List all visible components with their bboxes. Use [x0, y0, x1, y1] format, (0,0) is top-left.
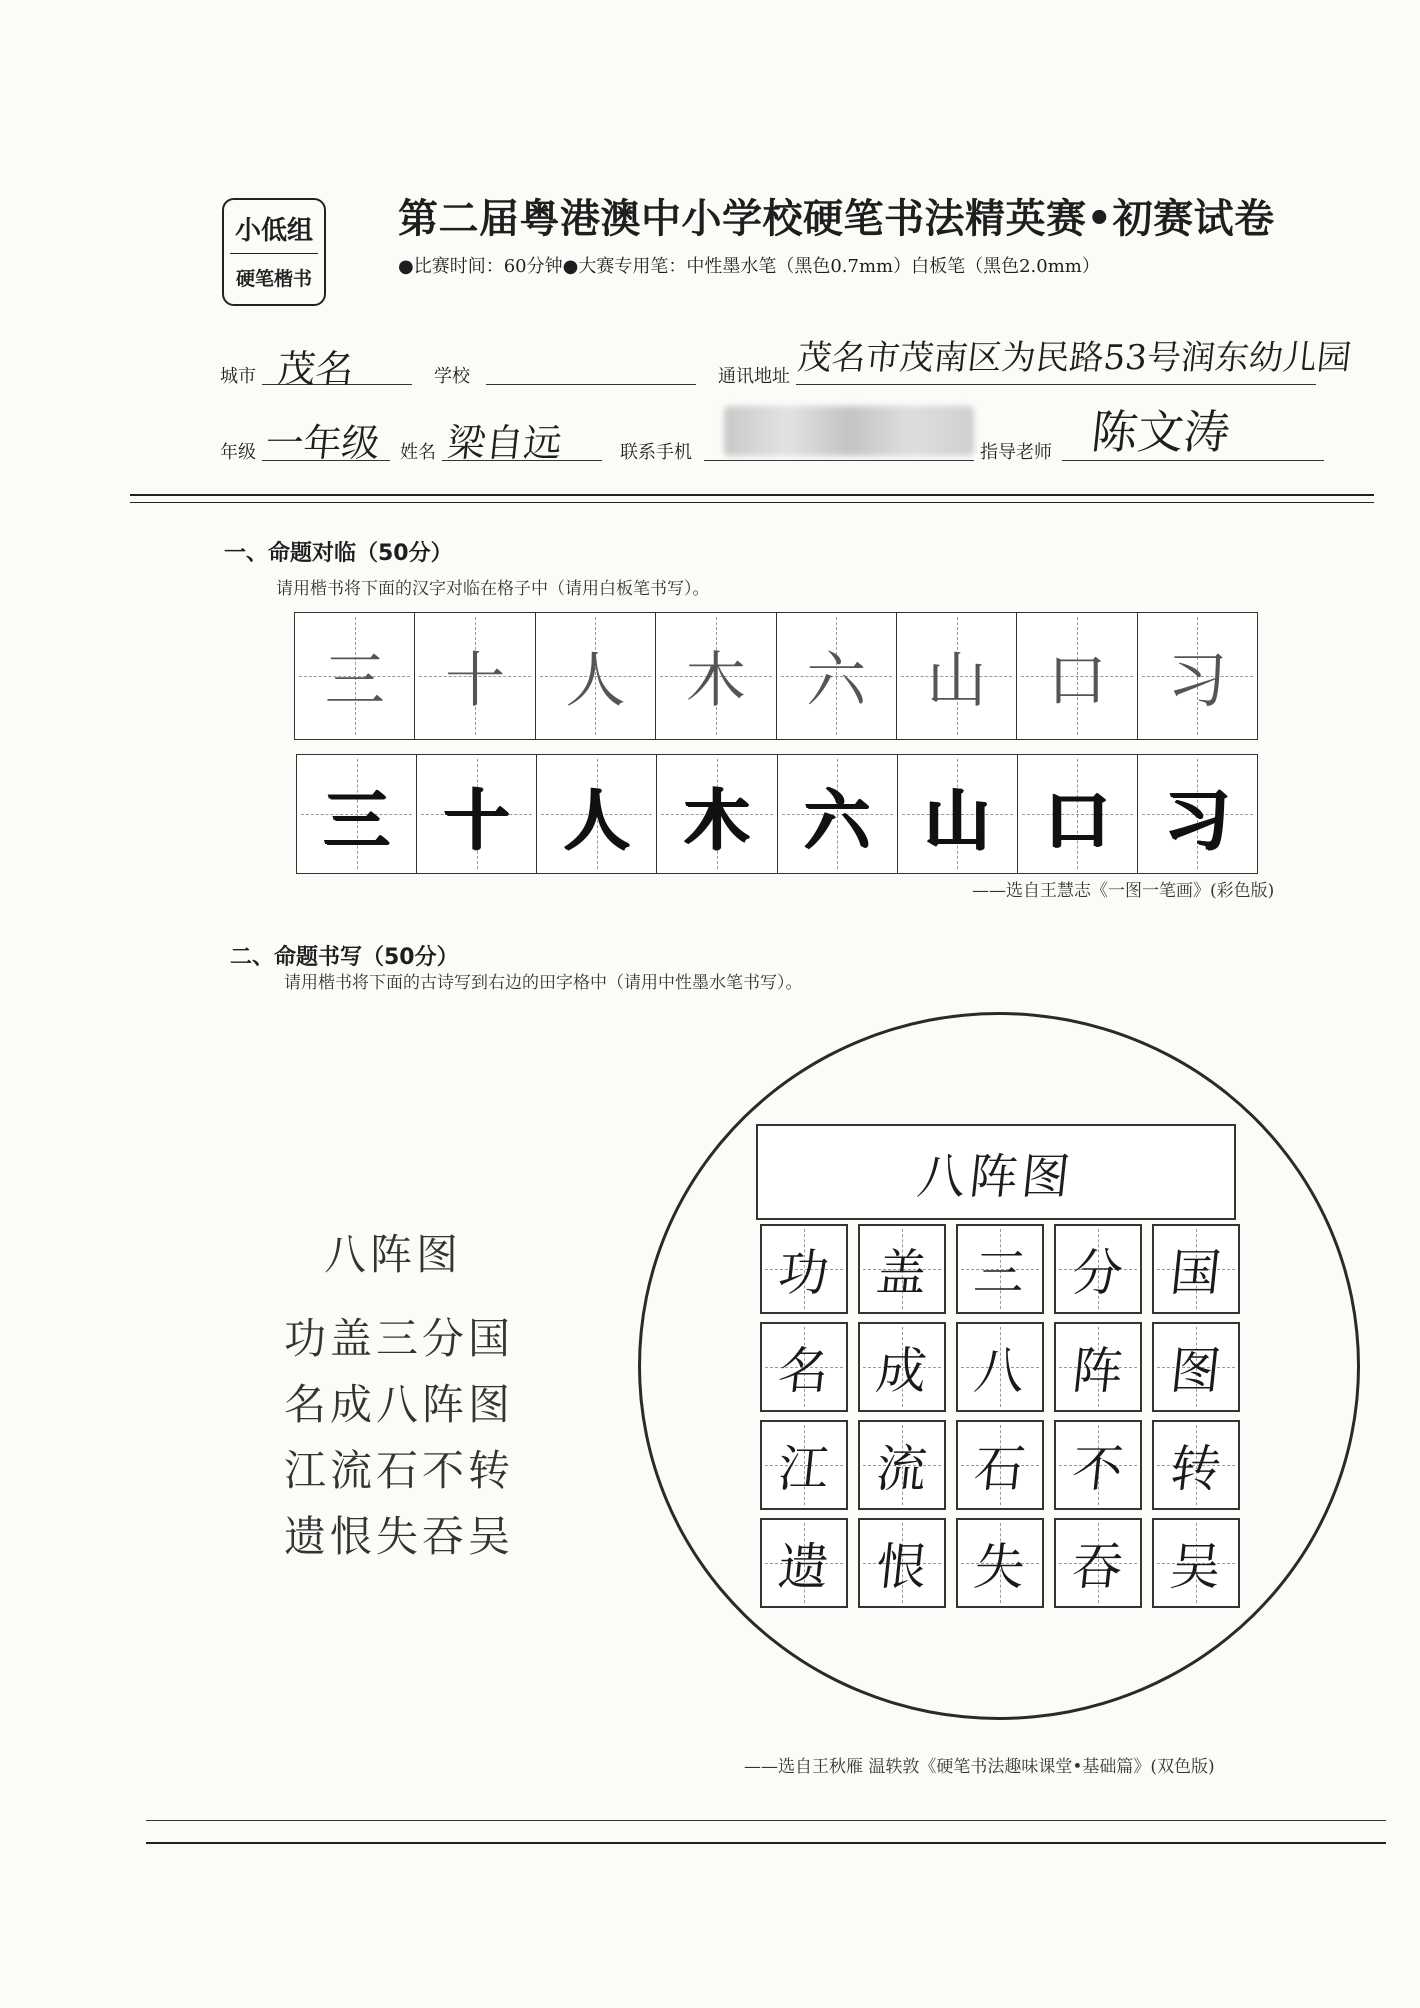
paper-title: 第二届粤港澳中小学校硬笔书法精英赛•初赛试卷 — [398, 196, 1275, 242]
written-char: 三 — [323, 781, 390, 859]
model-char: 人 — [565, 646, 626, 716]
header-rule-top — [130, 494, 1374, 496]
grid-cell[interactable] — [1054, 1224, 1142, 1314]
written-char: 习 — [1164, 781, 1231, 859]
address-label: 通讯地址 — [718, 366, 790, 387]
grid-cell[interactable] — [858, 1322, 946, 1412]
grid-cell[interactable] — [1054, 1322, 1142, 1412]
grid-cell[interactable] — [760, 1518, 848, 1608]
grid-char: 遗 — [775, 1538, 832, 1596]
grid-char: 阵 — [1069, 1342, 1126, 1400]
paper-subtitle: ●比赛时间：60分钟●大赛专用笔：中性墨水笔（黑色0.7mm）白板笔（黑色2.0mm） — [398, 256, 1100, 277]
grid-cell[interactable] — [760, 1224, 848, 1314]
address-line — [796, 384, 1316, 385]
city-label: 城市 — [220, 366, 256, 387]
city-value[interactable]: 茂名 — [275, 347, 356, 391]
poem-line: 名成八阵图 — [284, 1380, 515, 1429]
practice-cell[interactable] — [898, 755, 1018, 873]
grid-char: 吞 — [1069, 1538, 1126, 1596]
practice-cell[interactable] — [537, 755, 657, 873]
grade-label: 年级 — [220, 442, 256, 463]
grid-cell[interactable] — [760, 1322, 848, 1412]
section2-note: 请用楷书将下面的古诗写到右边的田字格中（请用中性墨水笔书写）。 — [284, 973, 803, 993]
section1-note: 请用楷书将下面的汉字对临在格子中（请用白板笔书写）。 — [276, 579, 710, 599]
name-label: 姓名 — [400, 442, 436, 463]
grid-cell[interactable] — [1152, 1420, 1240, 1510]
grid-char: 图 — [1167, 1342, 1224, 1400]
model-char: 山 — [926, 646, 987, 716]
practice-char-row — [296, 754, 1258, 874]
section1-credit: ——选自王慧志《一图一笔画》(彩色版) — [972, 881, 1275, 901]
model-cell — [1017, 613, 1137, 739]
written-title-box[interactable] — [756, 1124, 1236, 1220]
grid-cell[interactable] — [1152, 1224, 1240, 1314]
model-cell — [1138, 613, 1257, 739]
grid-char: 吴 — [1167, 1538, 1224, 1596]
grid-cell[interactable] — [956, 1420, 1044, 1510]
written-char: 六 — [804, 781, 871, 859]
grid-char: 流 — [873, 1440, 930, 1498]
written-char: 人 — [563, 781, 630, 859]
model-char: 习 — [1167, 646, 1228, 716]
grade-value[interactable]: 一年级 — [263, 421, 382, 465]
model-char: 六 — [806, 646, 867, 716]
grid-char: 分 — [1069, 1244, 1126, 1302]
footer-rule-bottom — [146, 1842, 1386, 1844]
grid-char: 失 — [971, 1538, 1028, 1596]
teacher-value[interactable]: 陈文涛 — [1088, 405, 1233, 459]
section1-title: 一、命题对临（50分） — [224, 541, 453, 566]
grid-cell[interactable] — [1054, 1420, 1142, 1510]
section2-title: 二、命题书写（50分） — [230, 945, 459, 970]
grid-char: 八 — [971, 1342, 1028, 1400]
grid-cell[interactable] — [1054, 1518, 1142, 1608]
practice-cell[interactable] — [1138, 755, 1257, 873]
teacher-label: 指导老师 — [980, 442, 1052, 463]
badge-group-label: 小低组 — [230, 200, 318, 254]
model-char: 十 — [445, 646, 506, 716]
grid-char: 功 — [775, 1244, 832, 1302]
grid-char: 国 — [1167, 1244, 1224, 1302]
model-char-row — [294, 612, 1258, 740]
model-cell — [897, 613, 1017, 739]
grid-char: 转 — [1167, 1440, 1224, 1498]
grid-char: 恨 — [873, 1538, 930, 1596]
grid-char: 江 — [775, 1440, 832, 1498]
practice-cell[interactable] — [417, 755, 537, 873]
grid-cell[interactable] — [1152, 1322, 1240, 1412]
written-char: 山 — [924, 781, 991, 859]
phone-line — [704, 460, 974, 461]
grid-char: 石 — [971, 1440, 1028, 1498]
model-cell — [777, 613, 897, 739]
grid-cell[interactable] — [858, 1420, 946, 1510]
poem-line: 遗恨失吞吴 — [284, 1512, 515, 1561]
written-char: 木 — [683, 781, 750, 859]
model-char: 三 — [324, 646, 385, 716]
header-rule-bottom — [130, 502, 1374, 503]
grid-cell[interactable] — [858, 1224, 946, 1314]
grid-char: 盖 — [873, 1244, 930, 1302]
written-char: 十 — [443, 781, 510, 859]
model-cell — [415, 613, 535, 739]
grid-char: 名 — [775, 1342, 832, 1400]
grid-char: 不 — [1069, 1440, 1126, 1498]
practice-cell[interactable] — [1018, 755, 1138, 873]
practice-cell[interactable] — [778, 755, 898, 873]
address-value[interactable]: 茂名市茂南区为民路53号润东幼儿园 — [795, 338, 1353, 378]
poem-title: 八阵图 — [324, 1230, 463, 1279]
model-char: 木 — [685, 646, 746, 716]
model-cell — [295, 613, 415, 739]
group-badge — [222, 198, 326, 306]
writing-grid — [760, 1224, 1240, 1608]
section2-credit: ——选自王秋雁 温轶敦《硬笔书法趣味课堂•基础篇》(双色版) — [744, 1757, 1215, 1777]
phone-value-redacted[interactable] — [724, 406, 974, 456]
name-value[interactable]: 梁自远 — [445, 421, 564, 465]
footer-rule-top — [146, 1820, 1386, 1821]
grid-cell[interactable] — [760, 1420, 848, 1510]
grid-char: 成 — [873, 1342, 930, 1400]
model-char: 口 — [1046, 646, 1107, 716]
poem-line: 江流石不转 — [284, 1446, 515, 1495]
grid-cell[interactable] — [956, 1224, 1044, 1314]
written-title: 八阵图 — [914, 1148, 1077, 1205]
written-char: 口 — [1044, 781, 1111, 859]
school-line — [486, 384, 696, 385]
grid-cell[interactable] — [1152, 1518, 1240, 1608]
poem-line: 功盖三分国 — [284, 1314, 515, 1363]
grid-char: 三 — [971, 1244, 1028, 1302]
model-cell — [536, 613, 656, 739]
phone-label: 联系手机 — [620, 442, 692, 463]
grid-cell[interactable] — [858, 1518, 946, 1608]
model-cell — [656, 613, 776, 739]
practice-cell[interactable] — [297, 755, 417, 873]
grid-cell[interactable] — [956, 1518, 1044, 1608]
badge-style-label: 硬笔楷书 — [235, 268, 312, 290]
practice-cell[interactable] — [657, 755, 777, 873]
school-label: 学校 — [434, 366, 470, 387]
grid-cell[interactable] — [956, 1322, 1044, 1412]
